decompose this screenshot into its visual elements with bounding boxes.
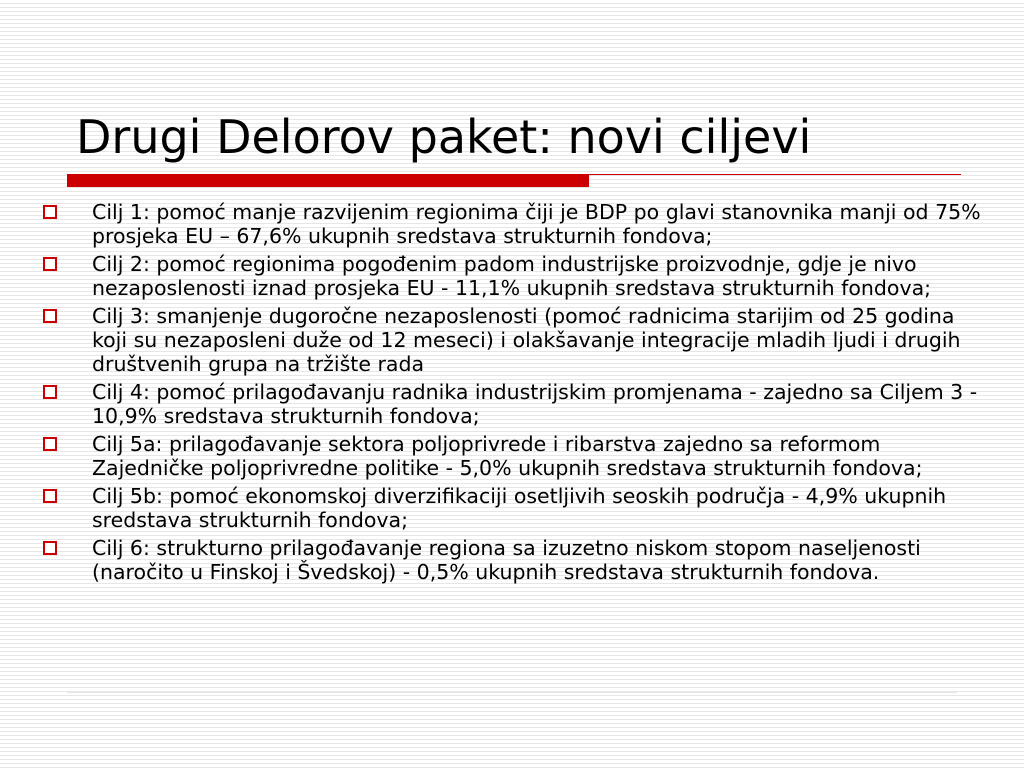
bullet-text: Cilj 6: strukturno prilagođavanje regiona sa izuzetno niskom stopom naseljenosti (naročito u Finskoj i Švedskoj) - 0,5% ukupnih sredstava strukturnih fondova. [92, 536, 921, 584]
hollow-square-icon [43, 541, 57, 555]
hollow-square-icon [43, 257, 57, 271]
bullet-text: Cilj 5b: pomoć ekonomskoj diverzifikaciji osetljivih seoskih područja - 4,9% ukupnih sredstava strukturnih fondova; [92, 484, 947, 532]
bullet-item-cilj-5b [40, 484, 990, 532]
slide-title: Drugi Delorov paket: novi ciljevi [76, 110, 812, 164]
title-underline-thin [589, 174, 961, 175]
bullet-text: Cilj 5a: prilagođavanje sektora poljoprivrede i ribarstva zajedno sa reformom Zajedničke poljoprivredne politike - 5,0% ukupnih sredstava strukturnih fondova; [92, 432, 923, 480]
title-underline-thick [67, 174, 589, 187]
bullet-item-cilj-3 [40, 304, 990, 376]
footer-divider [67, 692, 957, 693]
bullet-item-cilj-2 [40, 252, 990, 300]
hollow-square-icon [43, 309, 57, 323]
hollow-square-icon [43, 489, 57, 503]
bullet-list [40, 200, 990, 588]
bullet-text: Cilj 1: pomoć manje razvijenim regionima čiji je BDP po glavi stanovnika manji od 75% prosjeka EU – 67,6% ukupnih sredstava strukturnih fondova; [92, 200, 981, 248]
hollow-square-icon [43, 205, 57, 219]
bullet-item-cilj-1 [40, 200, 990, 248]
bullet-text: Cilj 4: pomoć prilagođavanju radnika industrijskim promjenama - zajedno sa Ciljem 3 - 10,9% sredstava strukturnih fondova; [92, 380, 978, 428]
bullet-text: Cilj 3: smanjenje dugoročne nezaposlenosti (pomoć radnicima starijim od 25 godina koji su nezaposleni duže od 12 meseci) i olakšavanje integracije mladih ljudi i drugih društvenih grupa na tržište rada [92, 304, 961, 376]
bullet-text: Cilj 2: pomoć regionima pogođenim padom industrijske proizvodnje, gdje je nivo nezaposlenosti iznad prosjeka EU - 11,1% ukupnih sredstava strukturnih fondova; [92, 252, 932, 300]
hollow-square-icon [43, 385, 57, 399]
bullet-item-cilj-5a [40, 432, 990, 480]
bullet-item-cilj-6 [40, 536, 990, 584]
bullet-item-cilj-4 [40, 380, 990, 428]
hollow-square-icon [43, 437, 57, 451]
